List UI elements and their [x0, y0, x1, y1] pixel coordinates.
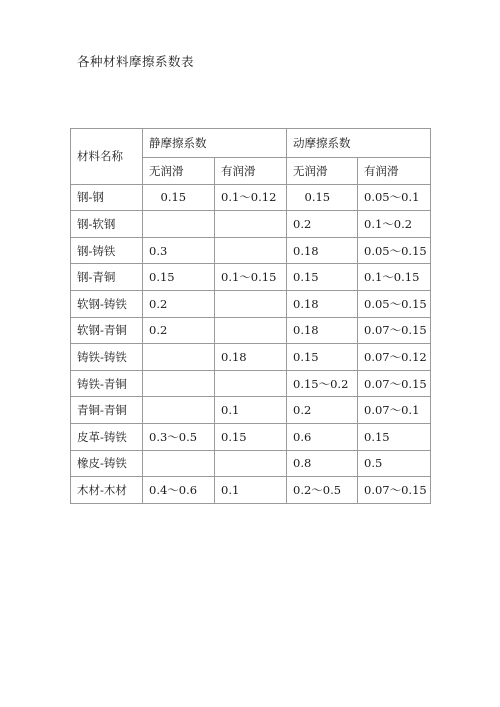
cell-static-dry — [143, 344, 215, 371]
cell-static-dry — [143, 211, 215, 238]
cell-static-lubricated: 0.18 — [215, 344, 287, 371]
cell-dynamic-lubricated: 0.15 — [358, 423, 431, 450]
table-row — [71, 397, 431, 424]
cell-dynamic-dry: 0.15 — [287, 344, 358, 371]
cell-static-dry: 0.2 — [143, 317, 215, 344]
cell-static-lubricated — [215, 290, 287, 317]
table-row — [71, 423, 431, 450]
cell-dynamic-dry: 0.2 — [287, 397, 358, 424]
cell-dynamic-lubricated: 0.05～0.15 — [358, 237, 431, 264]
cell-static-lubricated — [215, 450, 287, 477]
table-row — [71, 344, 431, 371]
cell-material-pair: 钢-铸铁 — [71, 237, 143, 264]
cell-material-pair: 软钢-青铜 — [71, 317, 143, 344]
cell-dynamic-dry: 0.2 — [287, 211, 358, 238]
cell-dynamic-lubricated: 0.07～0.15 — [358, 477, 431, 504]
cell-dynamic-lubricated: 0.07～0.12 — [358, 344, 431, 371]
cell-material-pair: 钢-软钢 — [71, 211, 143, 238]
cell-dynamic-dry: 0.6 — [287, 423, 358, 450]
cell-dynamic-lubricated: 0.07～0.1 — [358, 397, 431, 424]
cell-static-lubricated: 0.1 — [215, 397, 287, 424]
cell-material-pair: 橡皮-铸铁 — [71, 450, 143, 477]
subheader-dynamic-lubricated: 有润滑 — [358, 158, 431, 185]
cell-static-dry — [143, 370, 215, 397]
cell-static-lubricated — [215, 370, 287, 397]
cell-static-lubricated: 0.1～0.12 — [215, 184, 287, 211]
cell-static-dry — [143, 450, 215, 477]
cell-dynamic-dry: 0.15 — [287, 184, 358, 211]
subheader-static-dry: 无润滑 — [143, 158, 215, 185]
cell-dynamic-lubricated: 0.1～0.15 — [358, 264, 431, 291]
table-row — [71, 477, 431, 504]
table-row — [71, 184, 431, 211]
header-static-friction: 静摩擦系数 — [143, 129, 287, 158]
cell-static-lubricated: 0.15 — [215, 423, 287, 450]
cell-material-pair: 钢-青铜 — [71, 264, 143, 291]
cell-static-dry: 0.15 — [143, 184, 215, 211]
table-row — [71, 264, 431, 291]
cell-dynamic-dry: 0.18 — [287, 290, 358, 317]
cell-static-dry: 0.3 — [143, 237, 215, 264]
header-dynamic-friction: 动摩擦系数 — [287, 129, 431, 158]
cell-dynamic-lubricated: 0.07～0.15 — [358, 370, 431, 397]
friction-coefficient-table — [70, 128, 431, 504]
subheader-static-lubricated: 有润滑 — [215, 158, 287, 185]
cell-dynamic-dry: 0.2～0.5 — [287, 477, 358, 504]
cell-dynamic-lubricated: 0.05～0.1 — [358, 184, 431, 211]
header-material: 材料名称 — [71, 129, 143, 185]
cell-dynamic-lubricated: 0.07～0.15 — [358, 317, 431, 344]
cell-material-pair: 钢-钢 — [71, 184, 143, 211]
cell-static-dry: 0.15 — [143, 264, 215, 291]
cell-dynamic-dry: 0.8 — [287, 450, 358, 477]
cell-dynamic-dry: 0.15～0.2 — [287, 370, 358, 397]
cell-static-dry: 0.4～0.6 — [143, 477, 215, 504]
cell-dynamic-dry: 0.18 — [287, 317, 358, 344]
cell-dynamic-lubricated: 0.5 — [358, 450, 431, 477]
cell-static-lubricated: 0.1 — [215, 477, 287, 504]
cell-static-dry: 0.2 — [143, 290, 215, 317]
cell-dynamic-dry: 0.18 — [287, 237, 358, 264]
cell-static-dry: 0.3～0.5 — [143, 423, 215, 450]
cell-material-pair: 青铜-青铜 — [71, 397, 143, 424]
cell-static-dry — [143, 397, 215, 424]
table-row — [71, 450, 431, 477]
cell-static-lubricated: 0.1～0.15 — [215, 264, 287, 291]
table-row — [71, 317, 431, 344]
cell-material-pair: 铸铁-铸铁 — [71, 344, 143, 371]
table-row — [71, 211, 431, 238]
table-row — [71, 370, 431, 397]
document-title: 各种材料摩擦系数表 — [77, 54, 195, 69]
subheader-dynamic-dry: 无润滑 — [287, 158, 358, 185]
cell-material-pair: 铸铁-青铜 — [71, 370, 143, 397]
table-row — [71, 290, 431, 317]
cell-dynamic-lubricated: 0.1～0.2 — [358, 211, 431, 238]
table-row — [71, 237, 431, 264]
cell-material-pair: 软钢-铸铁 — [71, 290, 143, 317]
cell-material-pair: 皮革-铸铁 — [71, 423, 143, 450]
cell-dynamic-lubricated: 0.05～0.15 — [358, 290, 431, 317]
table-header-row — [71, 129, 431, 158]
cell-dynamic-dry: 0.15 — [287, 264, 358, 291]
cell-static-lubricated — [215, 317, 287, 344]
cell-static-lubricated — [215, 211, 287, 238]
cell-static-lubricated — [215, 237, 287, 264]
cell-material-pair: 木材-木材 — [71, 477, 143, 504]
